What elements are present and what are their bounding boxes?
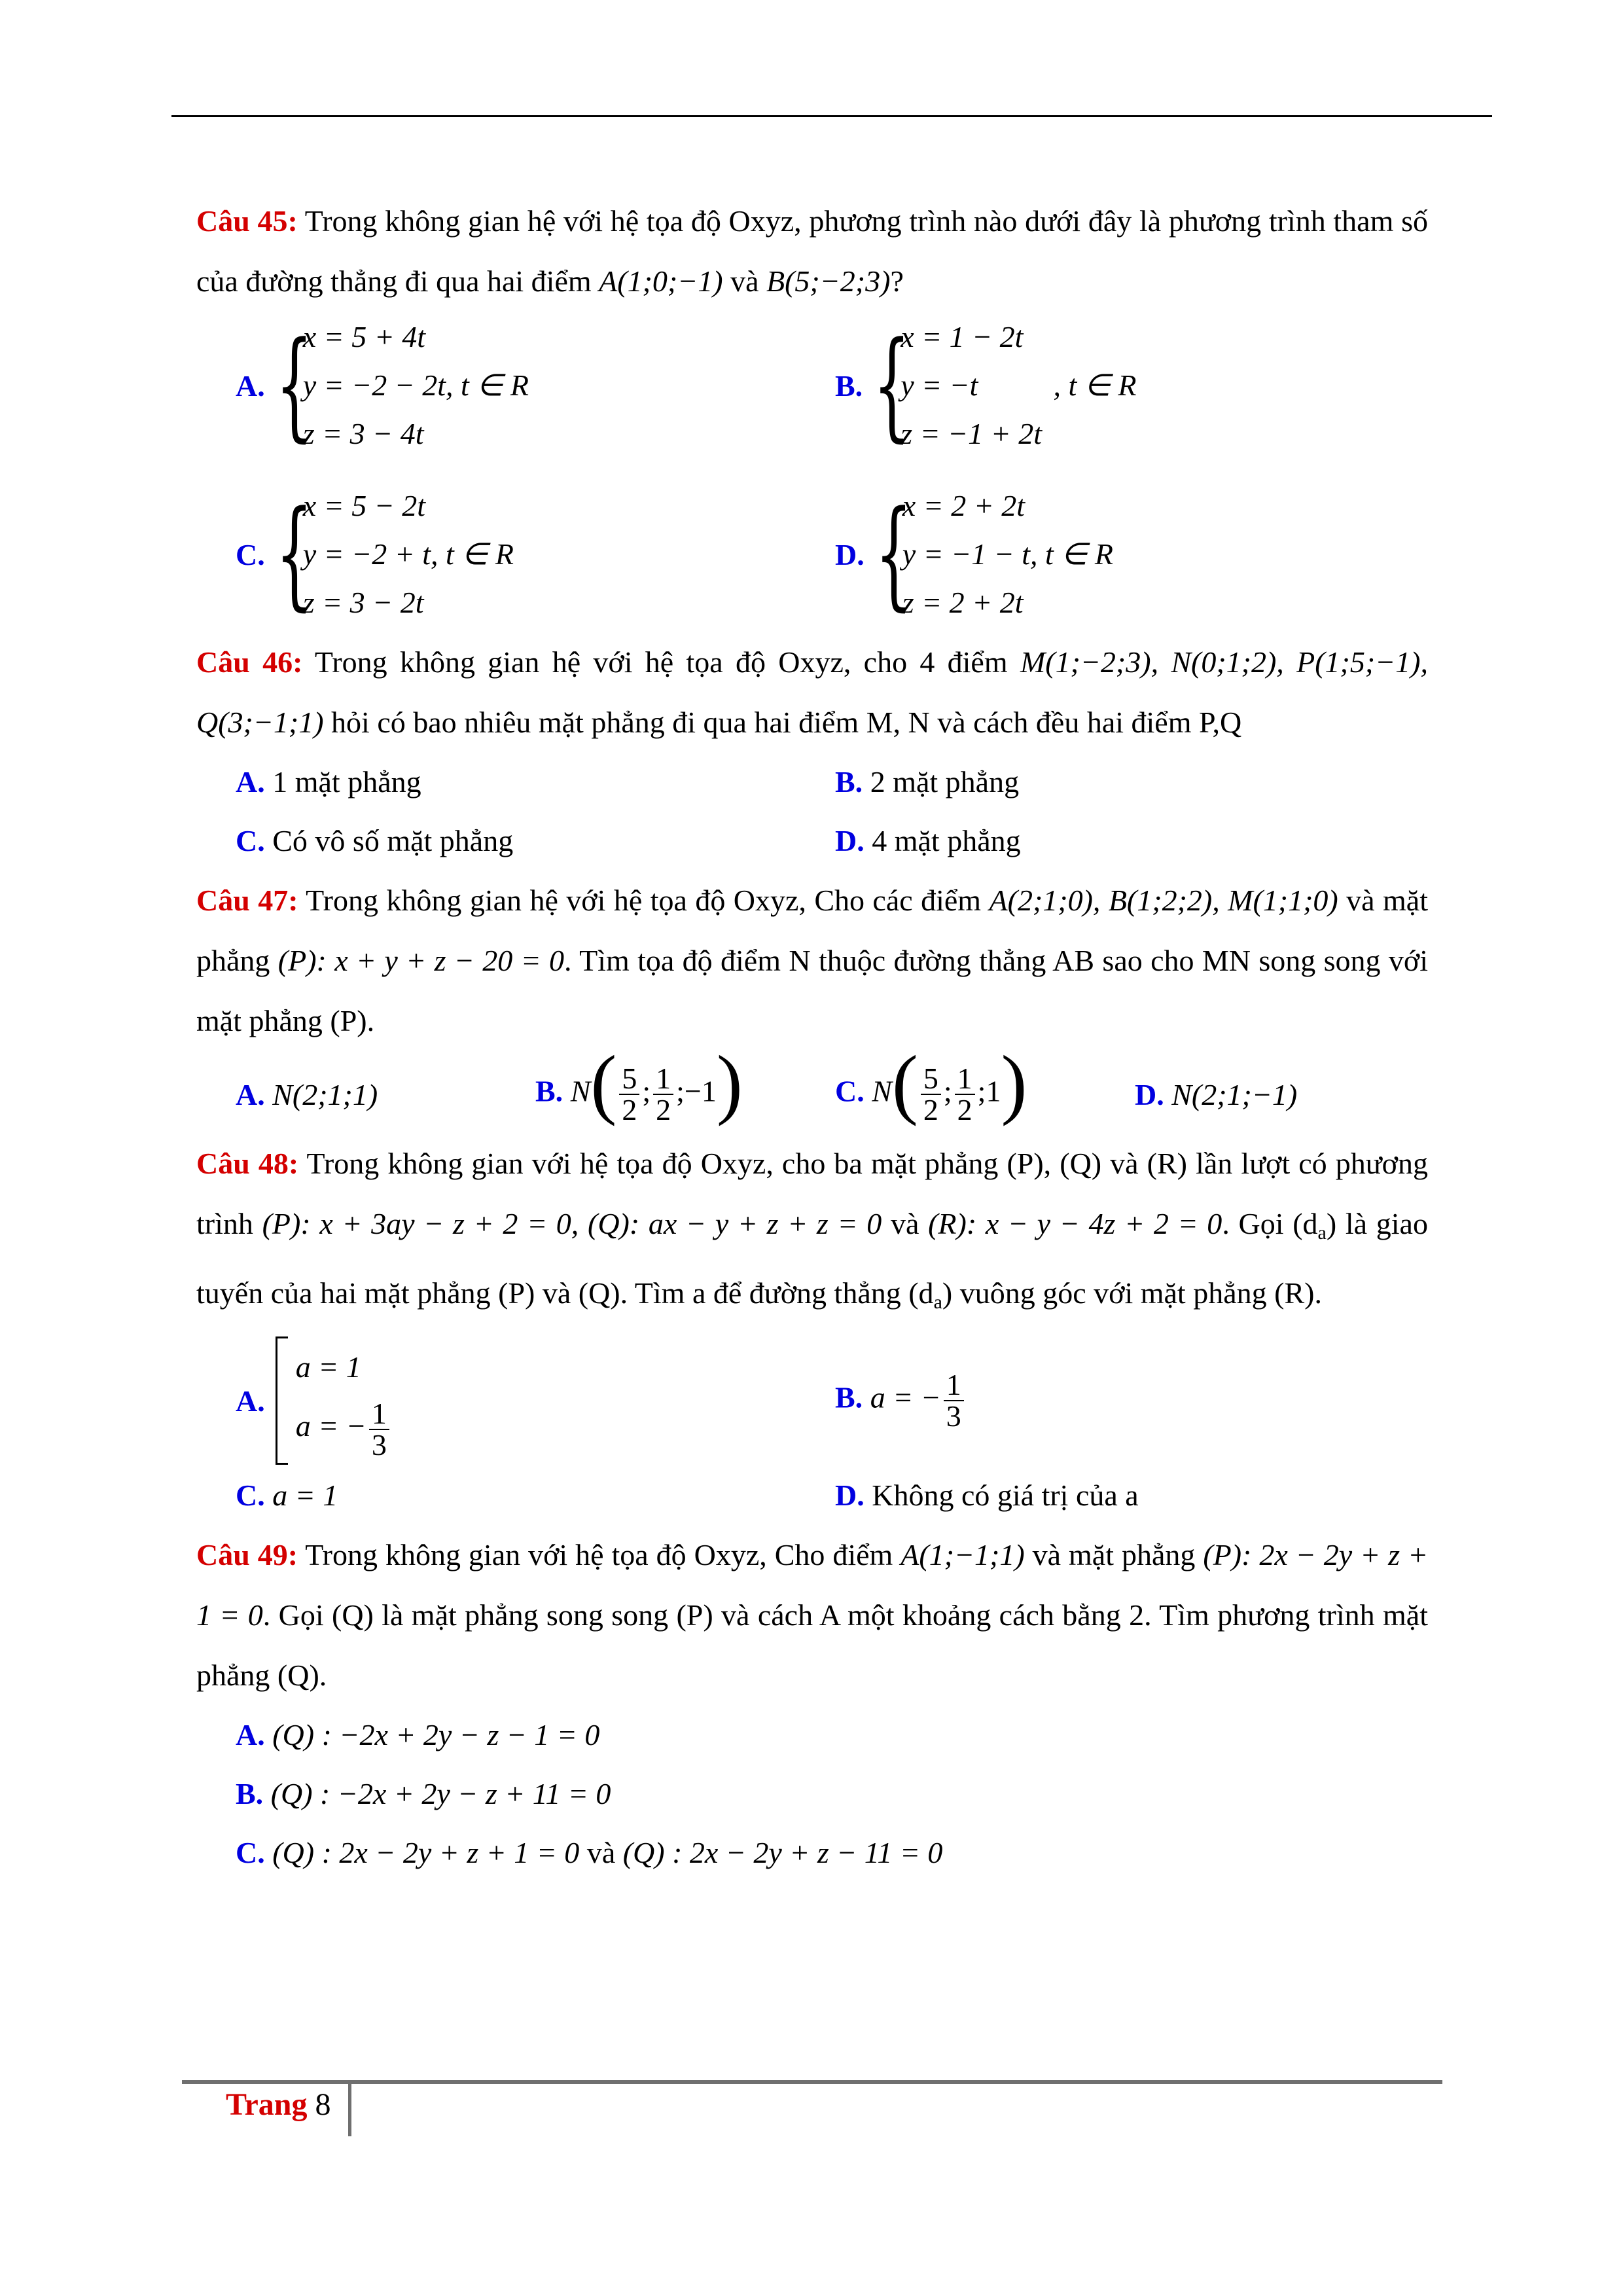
option-b[interactable]: B. 2 mặt phẳng bbox=[835, 765, 1020, 798]
question-number: Câu 46: bbox=[196, 645, 303, 679]
page-number: 8 bbox=[315, 2087, 331, 2122]
footer-rule bbox=[182, 2080, 1442, 2084]
option-c[interactable]: C. Có vô số mặt phẳng bbox=[236, 824, 514, 857]
option-d[interactable]: D. Không có giá trị của a bbox=[835, 1479, 1139, 1512]
option-d[interactable]: D. { x = 2 + 2t y = −1 − t, t ∈ R z = 2 + 2t bbox=[835, 486, 1114, 622]
option-a[interactable]: A. (Q) : −2x + 2y − z − 1 = 0 bbox=[236, 1718, 600, 1751]
options-row bbox=[196, 812, 1428, 870]
options-row bbox=[196, 1466, 1428, 1525]
point-b: B(5;−2;3) bbox=[766, 264, 891, 298]
question-45: Câu 45: Trong không gian hệ với hệ tọa độ Oxyz, phương trình nào dưới đây là phương trình tham số của đường thẳng đi qua hai điểm A(1;0;−1) và B(5;−2;3)? bbox=[196, 204, 1428, 298]
question-number: Câu 49: bbox=[196, 1538, 298, 1571]
option-c[interactable]: C. { x = 5 − 2t y = −2 + t, t ∈ R z = 3 − 2t bbox=[236, 486, 514, 622]
header-rule bbox=[171, 115, 1492, 117]
plane-r-equation: (R): x − y − 4z + 2 = 0 bbox=[928, 1207, 1222, 1240]
options-row bbox=[196, 313, 1428, 458]
plane-equation: (P): x + y + z − 20 = 0 bbox=[277, 944, 565, 977]
option-d[interactable]: D. 4 mặt phẳng bbox=[835, 824, 1021, 857]
option-b[interactable]: B. a = − $\frac{1}{3}$ bbox=[829, 1370, 1428, 1431]
page-content bbox=[196, 191, 1428, 1882]
page-footer bbox=[226, 2087, 330, 2123]
option-a[interactable]: A. { x = 5 + 4t y = −2 − 2t, t ∈ R z = 3 − 4t bbox=[236, 317, 529, 454]
option-a[interactable]: A. N(2;1;1) bbox=[236, 1077, 378, 1111]
options-row bbox=[196, 1039, 1428, 1134]
options-row bbox=[196, 482, 1428, 627]
plane-equation: (P): 2x − 2y + z + 1 = 0 bbox=[196, 1538, 1428, 1632]
footer-divider bbox=[348, 2084, 351, 2136]
point-a: A(1;0;−1) bbox=[599, 264, 723, 298]
points-list: M(1;−2;3), N(0;1;2), P(1;5;−1), Q(3;−1;1) bbox=[196, 645, 1429, 739]
option-c[interactable]: C. N( $\frac{5}{2}$ ; $\frac{1}{2}$ ;1) bbox=[835, 1039, 1027, 1126]
question-49: Câu 49: Trong không gian với hệ tọa độ Oxyz, Cho điểm A(1;−1;1) và mặt phẳng (P): 2x − 2y + z + 1 = 0. Gọi (Q) là mặt phẳng song song (P) và cách A một khoảng cách bằng 2. Tìm phương trình mặt phẳng (Q). bbox=[196, 1538, 1428, 1692]
footer-label: Trang bbox=[226, 2087, 308, 2122]
options-row bbox=[196, 1335, 1428, 1466]
points-list: A(2;1;0), B(1;2;2), M(1;1;0) bbox=[989, 884, 1338, 917]
question-number: Câu 47: bbox=[196, 884, 298, 917]
option-b[interactable]: B. (Q) : −2x + 2y − z + 11 = 0 bbox=[236, 1777, 611, 1810]
option-b[interactable]: B. { x = 1 − 2t y = −t , t ∈ R z = −1 + 2t bbox=[835, 317, 1137, 454]
options-row bbox=[196, 753, 1428, 812]
plane-equations: (P): x + 3ay − z + 2 = 0, (Q): ax − y + z + z = 0 bbox=[262, 1207, 882, 1240]
option-c[interactable]: C. (Q) : 2x − 2y + z + 1 = 0 và (Q) : 2x − 2y + z − 11 = 0 bbox=[236, 1836, 943, 1869]
option-b[interactable]: B. N( $\frac{5}{2}$ ; $\frac{1}{2}$ ;−1) bbox=[535, 1039, 743, 1126]
option-d[interactable]: D. N(2;1;−1) bbox=[1135, 1077, 1298, 1111]
question-46: Câu 46: Trong không gian hệ với hệ tọa độ Oxyz, cho 4 điểm M(1;−2;3), N(0;1;2), P(1;5;−1), Q(3;−1;1) hỏi có bao nhiêu mặt phẳng đi qua hai điểm M, N và cách đều hai điểm P,Q bbox=[196, 645, 1429, 739]
option-a[interactable]: A. 1 mặt phẳng bbox=[236, 765, 421, 798]
question-number: Câu 45: bbox=[196, 204, 298, 238]
option-c[interactable]: C. a = 1 bbox=[236, 1479, 338, 1512]
question-47: Câu 47: Trong không gian hệ với hệ tọa độ Oxyz, Cho các điểm A(2;1;0), B(1;2;2), M(1;1;0) và mặt phẳng (P): x + y + z − 20 = 0. Tìm tọa độ điểm N thuộc đường thẳng AB sao cho MN song song với mặt phẳng (P). bbox=[196, 884, 1428, 1037]
option-a[interactable]: A. a = 1 a = − $\frac{1}{3}$ bbox=[196, 1336, 829, 1465]
question-48: Câu 48: Trong không gian với hệ tọa độ Oxyz, cho ba mặt phẳng (P), (Q) và (R) lần lượt có phương trình (P): x + 3ay − z + 2 = 0, (Q): ax − y + z + z = 0 và (R): x − y − 4z + 2 = 0. Gọi $(d_a)$ là giao tuyến của hai mặt phẳng (P) và (Q). Tìm a để đường thẳng $(d_a)$ vuông góc với mặt phẳng (R). bbox=[196, 1147, 1428, 1313]
question-number: Câu 48: bbox=[196, 1147, 299, 1180]
point-a: A(1;−1;1) bbox=[901, 1538, 1025, 1571]
